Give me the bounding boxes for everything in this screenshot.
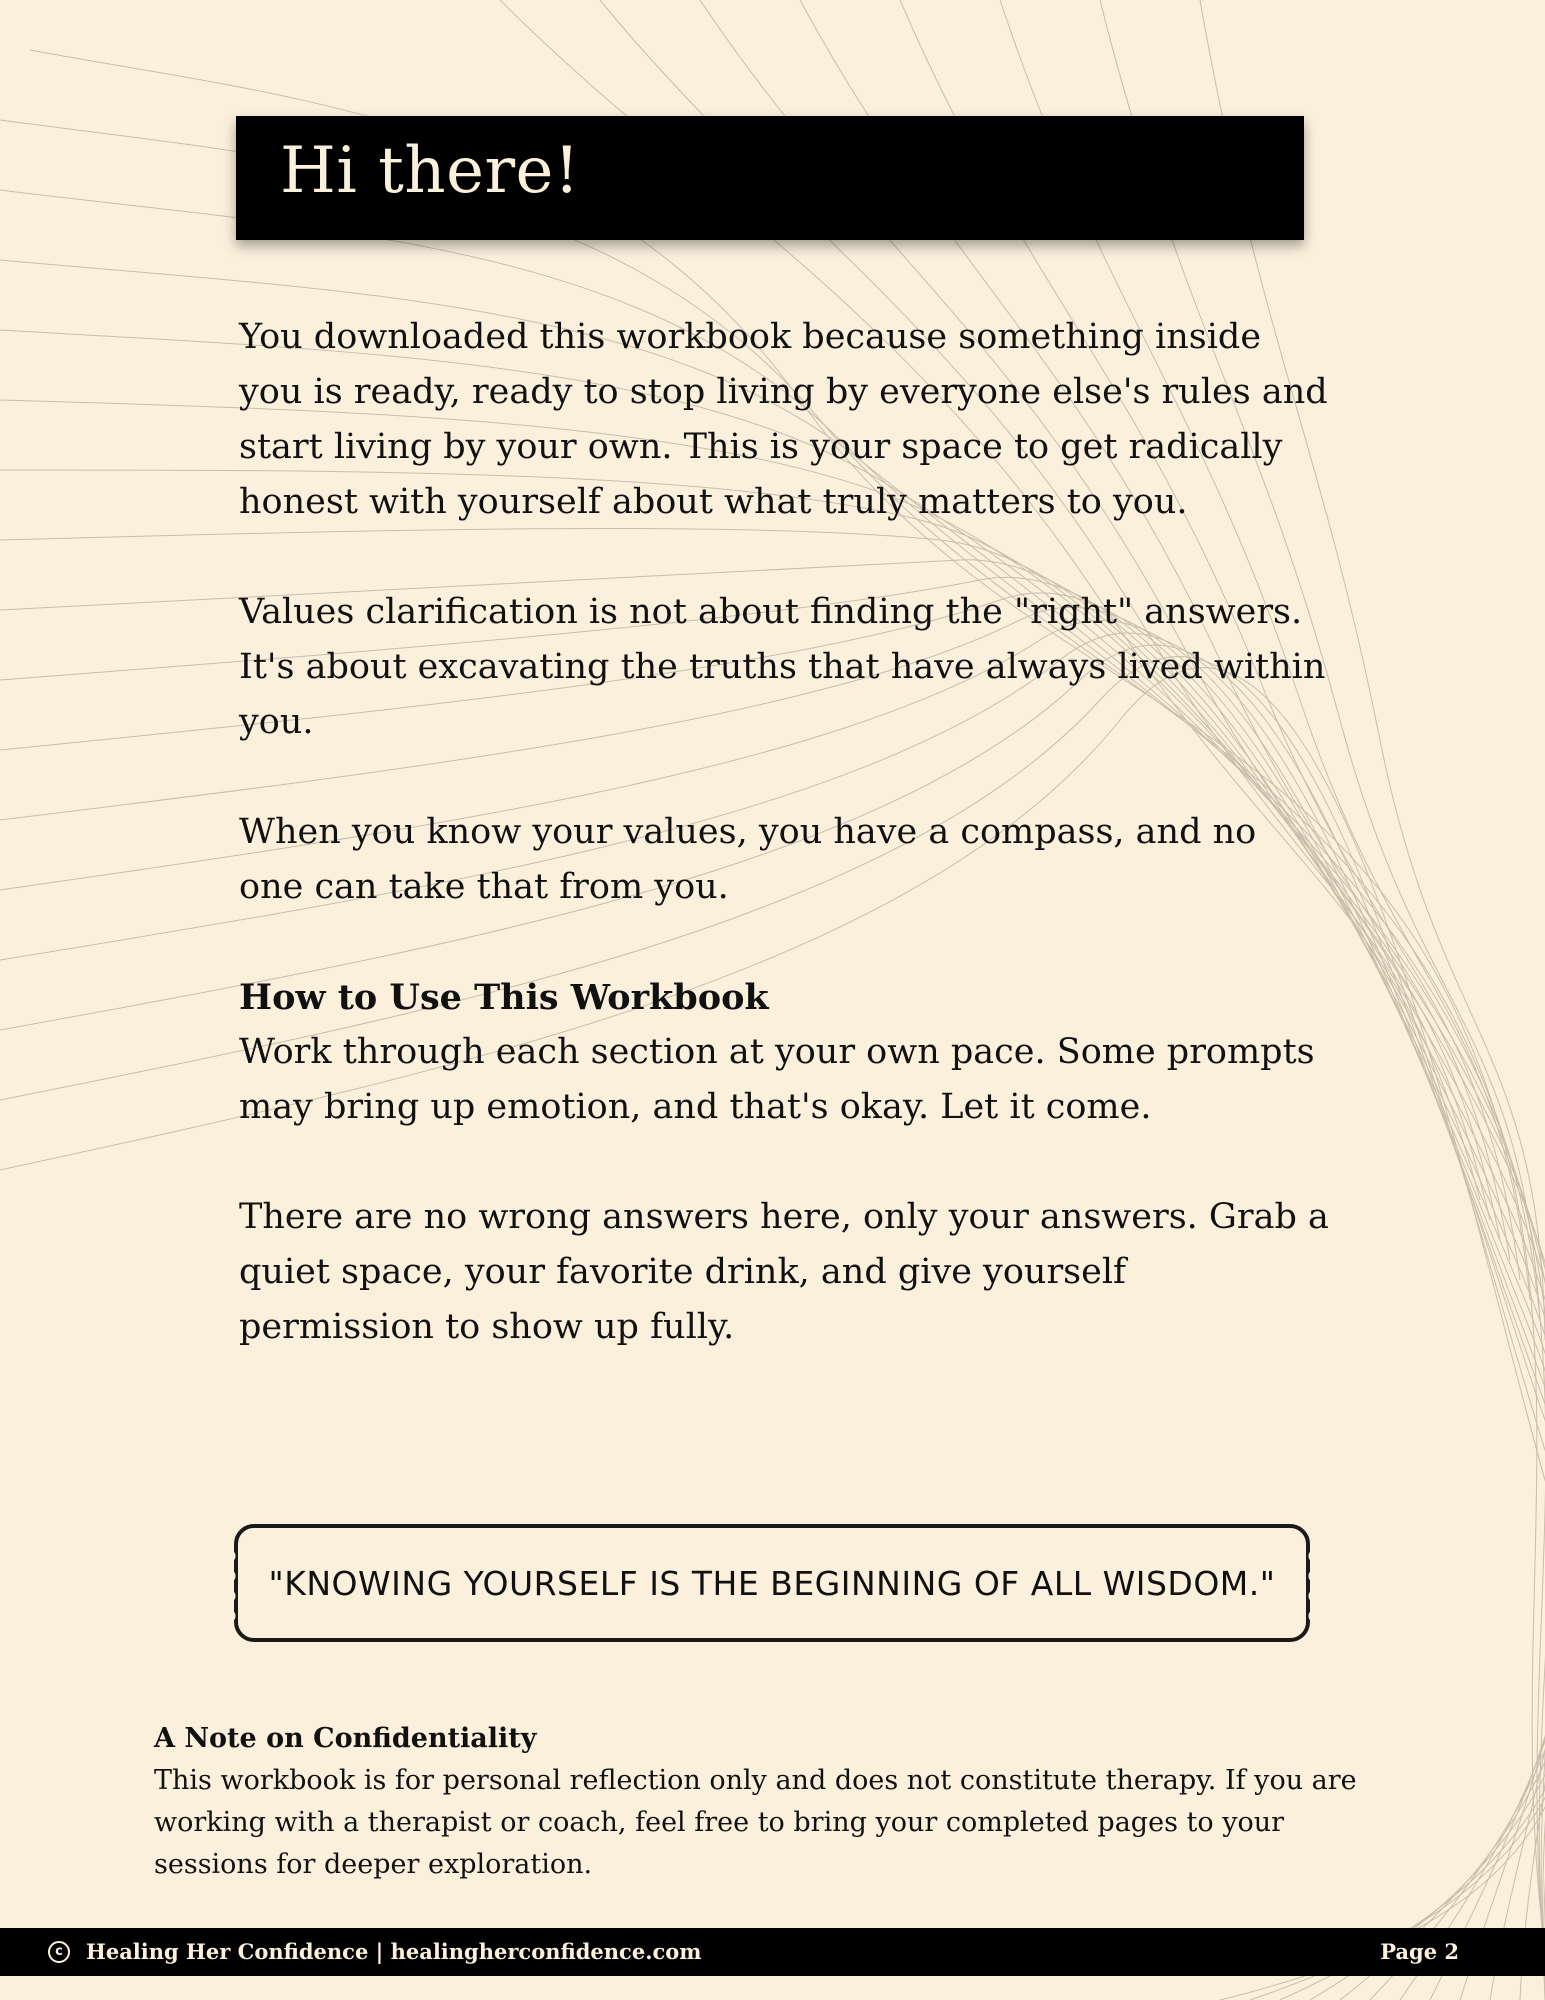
intro-paragraph-2: Values clarification is not about finding the "right" answers. It's about excavating the truths that have always lived within you. [239, 592, 1326, 742]
how-to-use-paragraph-2: There are no wrong answers here, only your answers. Grab a quiet space, your favorite drink, and give yourself permission to show up fully. [239, 1197, 1329, 1347]
page-number: Page 2 [1380, 1939, 1459, 1964]
quote-box-scallop-left [229, 1546, 243, 1624]
how-to-use-heading: How to Use This Workbook [239, 977, 769, 1018]
main-content [239, 310, 1329, 1410]
quote-box [234, 1524, 1310, 1642]
footer-brand [48, 1939, 702, 1964]
copyright-icon: c [48, 1941, 70, 1963]
page-title: Hi there! [280, 134, 581, 208]
quote-text: "KNOWING YOURSELF IS THE BEGINNING OF ALL WISDOM." [268, 1563, 1276, 1603]
note-heading: A Note on Confidentiality [154, 1723, 537, 1754]
note-body: This workbook is for personal reflection only and does not constitute therapy. If you are working with a therapist or coach, feel free to bring your completed pages to your sessions for deeper exploration. [154, 1765, 1357, 1880]
confidentiality-note [154, 1718, 1394, 1886]
footer-bar [0, 1928, 1545, 1976]
title-banner [236, 116, 1304, 240]
quote-box-scallop-right [1301, 1546, 1315, 1624]
intro-paragraph-3: When you know your values, you have a compass, and no one can take that from you. [239, 812, 1257, 907]
footer-brand-text: Healing Her Confidence | healingherconfidence.com [86, 1939, 702, 1964]
how-to-use-paragraph-1: Work through each section at your own pace. Some prompts may bring up emotion, and that's okay. Let it come. [239, 1032, 1315, 1127]
intro-paragraph-1: You downloaded this workbook because something inside you is ready, ready to stop living by everyone else's rules and start living by your own. This is your space to get radically honest with yourself about what truly matters to you. [239, 317, 1328, 522]
